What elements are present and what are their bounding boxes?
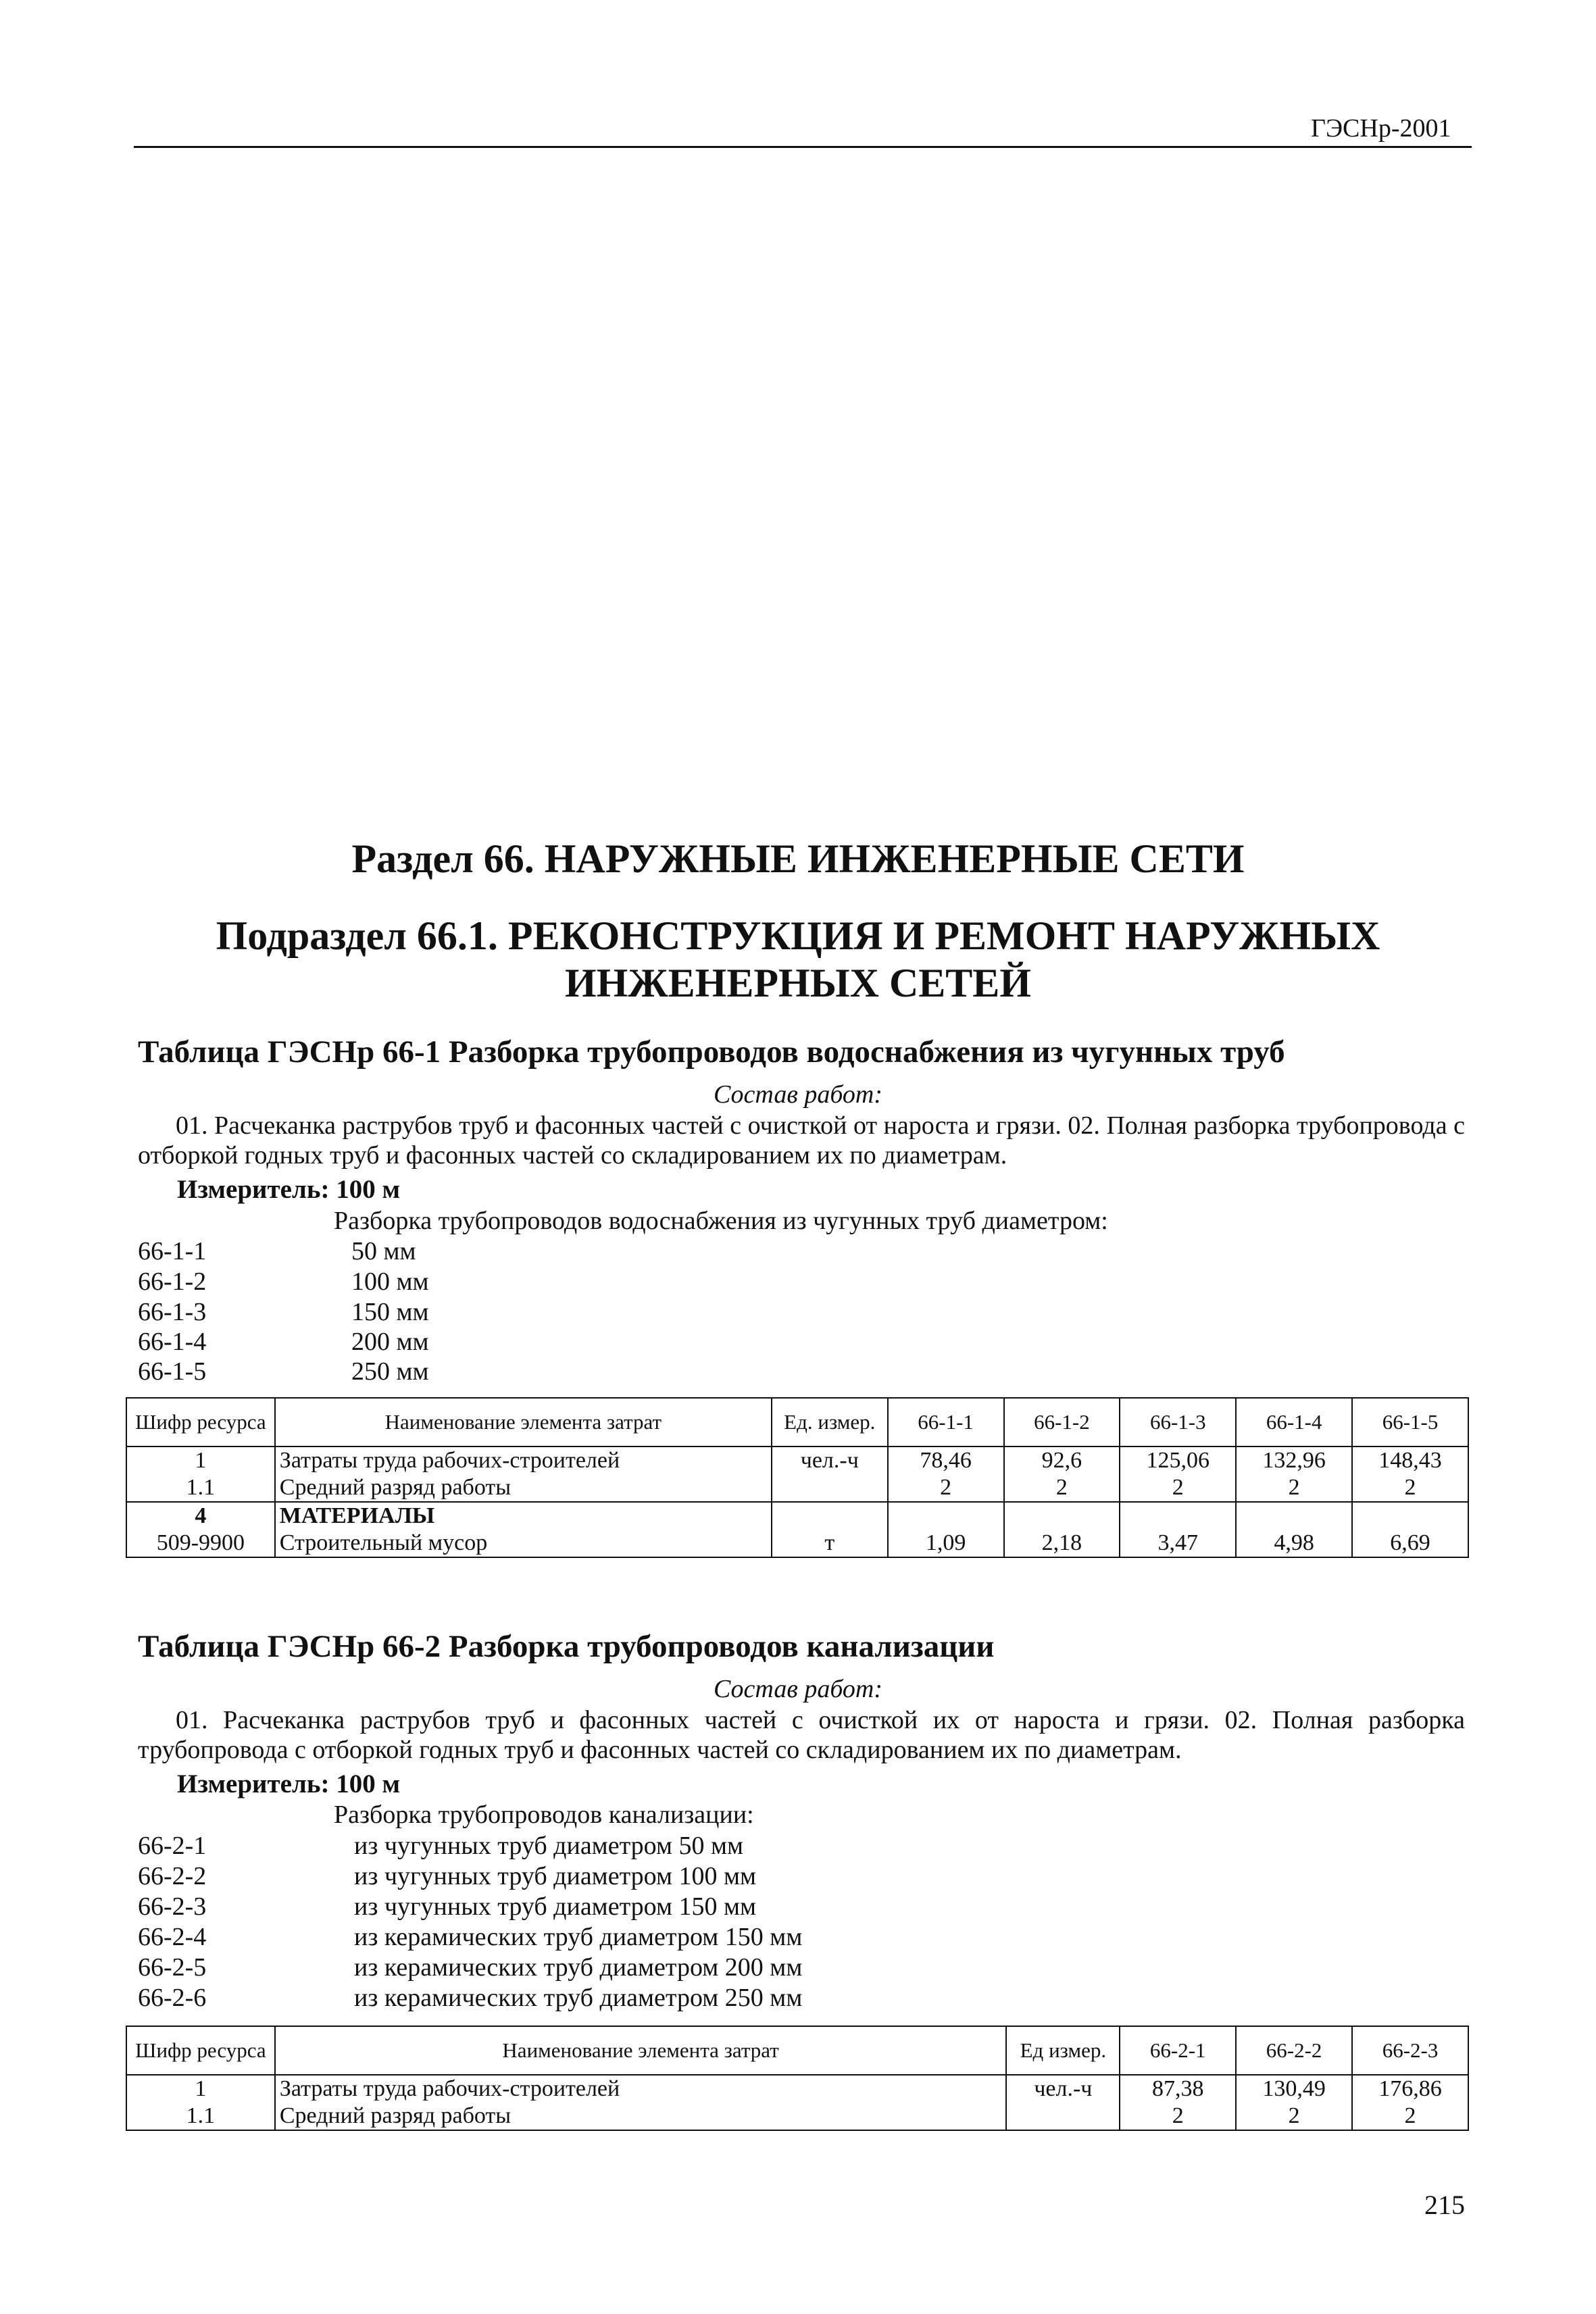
table2-item-code: 66-2-1 xyxy=(138,1832,207,1860)
table-row xyxy=(126,1447,1468,1474)
subsection-title-line2: ИНЖЕНЕРНЫХ СЕТЕЙ xyxy=(565,961,1031,1005)
cell-cipher: 509-9900 xyxy=(126,1530,275,1557)
header-col: 66-2-3 xyxy=(1352,2026,1468,2075)
table2-header-row xyxy=(126,2026,1468,2075)
cell-name: Средний разряд работы xyxy=(275,1474,772,1502)
table1-title: Таблица ГЭСНр 66-1 Разборка трубопроводов водоснабжения из чугунных труб xyxy=(138,1034,1285,1070)
table1-item-code: 66-1-5 xyxy=(138,1357,207,1386)
table1-grid xyxy=(126,1397,1469,1558)
cell-value: 3,47 xyxy=(1120,1530,1236,1557)
cell-name: Средний разряд работы xyxy=(275,2103,1007,2130)
cell-value: 2 xyxy=(1004,1474,1120,1502)
table-row xyxy=(126,1530,1468,1557)
header-col: 66-1-2 xyxy=(1004,1398,1120,1447)
cell-value xyxy=(888,1502,1004,1530)
header-col: 66-1-3 xyxy=(1120,1398,1236,1447)
cell-value: 2,18 xyxy=(1004,1530,1120,1557)
cell-name: Затраты труда рабочих-строителей xyxy=(275,1447,772,1474)
table1-measure: Измеритель: 100 м xyxy=(177,1175,401,1204)
cell-value: 125,06 xyxy=(1120,1447,1236,1474)
cell-value: 4,98 xyxy=(1236,1530,1352,1557)
cell-unit: чел.-ч xyxy=(772,1447,888,1474)
cell-cipher: 4 xyxy=(126,1502,275,1530)
table-row xyxy=(126,1502,1468,1530)
cell-value: 2 xyxy=(1352,1474,1468,1502)
cell-value: 6,69 xyxy=(1352,1530,1468,1557)
table1-item-code: 66-1-1 xyxy=(138,1237,207,1265)
table1-item-desc: 50 мм xyxy=(351,1237,416,1265)
cell-cipher: 1 xyxy=(126,2075,275,2103)
header-rule xyxy=(134,146,1472,148)
table2-grid xyxy=(126,2026,1469,2131)
table2-composition-label: Состав работ: xyxy=(713,1675,883,1703)
table1-item-desc: 100 мм xyxy=(351,1267,429,1296)
cell-value: 2 xyxy=(1236,2103,1352,2130)
cell-value: 2 xyxy=(1120,2103,1236,2130)
cell-value: 1,09 xyxy=(888,1530,1004,1557)
cell-value xyxy=(1236,1502,1352,1530)
cell-unit: чел.-ч xyxy=(1006,2075,1120,2103)
table2-item-code: 66-2-5 xyxy=(138,1953,207,1982)
header-cipher: Шифр ресурса xyxy=(126,1398,275,1447)
cell-value: 2 xyxy=(888,1474,1004,1502)
cell-value: 87,38 xyxy=(1120,2075,1236,2103)
table2-item-desc: из чугунных труб диаметром 150 мм xyxy=(354,1892,757,1921)
page-number: 215 xyxy=(1424,2190,1465,2220)
table1-composition-label: Состав работ: xyxy=(713,1080,883,1109)
cell-cipher: 1.1 xyxy=(126,1474,275,1502)
document-code: ГЭСНр-2001 xyxy=(1311,114,1451,143)
table2-item-desc: из керамических труб диаметром 150 мм xyxy=(354,1923,803,1951)
cell-name: Строительный мусор xyxy=(275,1530,772,1557)
table1-item-code: 66-1-3 xyxy=(138,1298,207,1326)
table1-item-desc: 250 мм xyxy=(351,1357,429,1386)
header-col: 66-1-4 xyxy=(1236,1398,1352,1447)
header-col: 66-1-1 xyxy=(888,1398,1004,1447)
cell-value: 176,86 xyxy=(1352,2075,1468,2103)
subsection-title-line1: Подраздел 66.1. РЕКОНСТРУКЦИЯ И РЕМОНТ НАРУЖНЫХ xyxy=(216,913,1380,958)
table2-composition-text: 01. Расчеканка раструбов труб и фасонных частей с очисткой их от нароста и грязи. 02. Полная разборка трубопровода с отборкой годных труб и фасонных частей со складированием их по диаметрам. xyxy=(138,1706,1465,1764)
cell-value xyxy=(1352,1502,1468,1530)
cell-value: 130,49 xyxy=(1236,2075,1352,2103)
table2-item-code: 66-2-6 xyxy=(138,1984,207,2012)
table-row xyxy=(126,2075,1468,2103)
cell-unit xyxy=(1006,2103,1120,2130)
header-unit: Ед. измер. xyxy=(772,1398,888,1447)
table1-item-code: 66-1-4 xyxy=(138,1328,207,1356)
cell-value xyxy=(1120,1502,1236,1530)
table2-measure: Измеритель: 100 м xyxy=(177,1769,401,1799)
table-row xyxy=(126,1474,1468,1502)
table1-header-row xyxy=(126,1398,1468,1447)
header-name: Наименование элемента затрат xyxy=(275,2026,1007,2075)
header-unit: Ед измер. xyxy=(1006,2026,1120,2075)
cell-unit xyxy=(772,1474,888,1502)
table2-item-desc: из чугунных труб диаметром 100 мм xyxy=(354,1862,757,1890)
header-cipher: Шифр ресурса xyxy=(126,2026,275,2075)
table2-item-desc: из керамических труб диаметром 250 мм xyxy=(354,1984,803,2012)
header-col: 66-1-5 xyxy=(1352,1398,1468,1447)
cell-cipher: 1 xyxy=(126,1447,275,1474)
cell-unit: т xyxy=(772,1530,888,1557)
header-name: Наименование элемента затрат xyxy=(275,1398,772,1447)
table1-composition-text: 01. Расчеканка раструбов труб и фасонных частей с очисткой от нароста и грязи. 02. Полная разборка трубопровода с отборкой годных труб и фасонных частей со складированием их по диаметрам. xyxy=(138,1111,1465,1169)
cell-value: 2 xyxy=(1120,1474,1236,1502)
table1-item-desc: 150 мм xyxy=(351,1298,429,1326)
cell-unit xyxy=(772,1502,888,1530)
table-row xyxy=(126,2103,1468,2130)
table2-item-desc: из керамических труб диаметром 200 мм xyxy=(354,1953,803,1982)
header-col: 66-2-1 xyxy=(1120,2026,1236,2075)
table2-item-code: 66-2-3 xyxy=(138,1892,207,1921)
table2-item-desc: из чугунных труб диаметром 50 мм xyxy=(354,1832,744,1860)
cell-name: МАТЕРИАЛЫ xyxy=(275,1502,772,1530)
table1-item-desc: 200 мм xyxy=(351,1328,429,1356)
section-title: Раздел 66. НАРУЖНЫЕ ИНЖЕНЕРНЫЕ СЕТИ xyxy=(351,836,1245,881)
cell-value: 132,96 xyxy=(1236,1447,1352,1474)
table1-item-code: 66-1-2 xyxy=(138,1267,207,1296)
table2-title: Таблица ГЭСНр 66-2 Разборка трубопроводов канализации xyxy=(138,1629,995,1664)
cell-value: 148,43 xyxy=(1352,1447,1468,1474)
cell-value: 2 xyxy=(1352,2103,1468,2130)
table1-intro: Разборка трубопроводов водоснабжения из чугунных труб диаметром: xyxy=(334,1207,1108,1235)
cell-cipher: 1.1 xyxy=(126,2103,275,2130)
cell-name: Затраты труда рабочих-строителей xyxy=(275,2075,1007,2103)
cell-value: 2 xyxy=(1236,1474,1352,1502)
header-col: 66-2-2 xyxy=(1236,2026,1352,2075)
cell-value: 92,6 xyxy=(1004,1447,1120,1474)
cell-value: 78,46 xyxy=(888,1447,1004,1474)
table2-intro: Разборка трубопроводов канализации: xyxy=(334,1801,754,1829)
table2-item-code: 66-2-2 xyxy=(138,1862,207,1890)
table2-item-code: 66-2-4 xyxy=(138,1923,207,1951)
cell-value xyxy=(1004,1502,1120,1530)
